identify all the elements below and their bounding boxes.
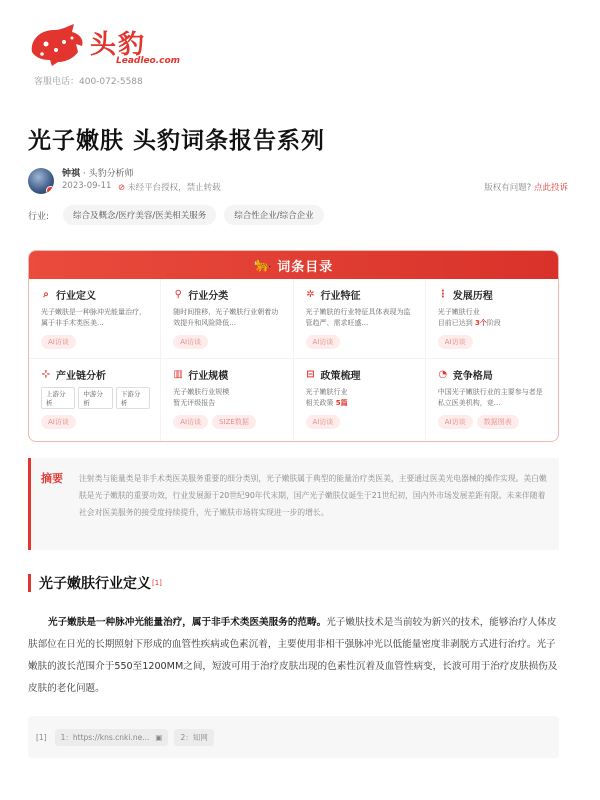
toc-item-desc [438, 307, 548, 329]
author-row [28, 166, 568, 196]
hierarchy-icon: ⚲ [174, 289, 182, 300]
toc-item-label: 产业链分析 [56, 371, 106, 382]
definition-paragraph [28, 612, 560, 700]
toc-item-label: 政策梳理 [320, 371, 361, 382]
abstract-label: 摘要 [41, 472, 63, 485]
toc-item-label: 行业分类 [188, 291, 229, 302]
ai-chip[interactable]: SIZE数据 [212, 415, 256, 429]
chain-icon: ⊹ [41, 369, 51, 380]
industry-tag[interactable]: 综合性企业/综合企业 [224, 205, 323, 225]
bar-chart-icon: ▥ [173, 369, 183, 380]
brand-site: Leadleo.com [116, 56, 181, 66]
toc-item-title [306, 367, 415, 382]
reference-chip[interactable] [174, 729, 213, 746]
industry-row [28, 205, 332, 225]
references-box [28, 716, 559, 758]
sub-chip-group [41, 387, 150, 409]
toc-item-title [173, 367, 282, 382]
chip-group [438, 415, 548, 429]
toc-item[interactable] [29, 279, 161, 359]
leopard-icon: 🐆 [253, 257, 273, 273]
brand-name: 头豹 [90, 30, 147, 60]
definition-text: 光子嫩肤技术是当前较为新兴的技术，能够治疗人体皮肤部位在日光的长期照射下形成的血管性疾病或色素沉着，主要使用非相干强脉冲光以低能量密度非剥脱方式进行治疗。光子嫩肤的波长范围介于550至1200MM之间，短波可用于治疗皮肤出现的色素性沉着及血管性病变，长波可用于治疗皮肤损伤及皮肤的老化问题。 [28, 617, 558, 694]
toc-item-label: 行业特征 [320, 291, 361, 302]
chip-group [173, 415, 282, 429]
author-name-text: 钟祺 [62, 169, 81, 179]
toc-item-label: 发展历程 [452, 291, 493, 302]
chip-group [41, 415, 150, 429]
section-title: 光子嫩肤行业定义 [39, 576, 151, 592]
chip-group [438, 335, 548, 349]
hotline: 客服电话：400-072-5588 [34, 77, 143, 87]
chip-group [41, 335, 150, 349]
policy-icon: ⊟ [306, 369, 315, 380]
industry-tag[interactable]: 综合及概念/医疗美容/医美相关服务 [63, 205, 216, 225]
author-role: · 头豹分析师 [80, 169, 134, 179]
chip-group [306, 415, 415, 429]
copyright-notice [484, 181, 568, 193]
reference-link: 1：https://kns.cnki.ne... [60, 732, 150, 742]
leopard-logo-icon [28, 22, 86, 68]
toc-item-desc: 光子嫩肤是一种脉冲光能量治疗，属于非手术类医美... [41, 308, 146, 327]
avatar-badge [46, 186, 54, 194]
toc-item-title [173, 287, 282, 302]
toc-item-label: 行业规模 [188, 371, 229, 382]
toc-item[interactable] [161, 279, 293, 359]
toc-item-label: 竞争格局 [452, 371, 493, 382]
ai-chip[interactable]: AI访谈 [306, 335, 341, 349]
ban-icon: ⊘ [118, 183, 126, 193]
definition-lead: 光子嫩肤是一种脉冲光能量治疗，属于非手术类医美服务的范畴。 [48, 617, 327, 628]
sub-chip[interactable]: 下游分析 [116, 387, 150, 409]
toc-item-title [41, 367, 150, 382]
toc-desc-highlight: 3个 [474, 319, 487, 327]
timeline-icon: ⋮ [437, 289, 448, 300]
ai-chip[interactable]: AI访谈 [438, 335, 473, 349]
toc-header [29, 251, 558, 279]
sub-chip[interactable]: 上游分析 [41, 387, 75, 409]
ai-chip[interactable]: AI访谈 [173, 415, 208, 429]
reference-source: 2：知网 [180, 732, 208, 742]
section-citation[interactable]: [1] [152, 579, 162, 587]
ai-chip[interactable]: AI访谈 [41, 415, 76, 429]
toc-grid [29, 279, 558, 442]
toc-item[interactable] [426, 359, 558, 442]
toc-item-desc: 光子嫩肤行业规模 暂无评级报告 [173, 388, 230, 407]
reference-number: [1] [36, 732, 47, 742]
toc-item-title [438, 287, 548, 302]
chip-group [173, 335, 282, 349]
toc-item[interactable] [294, 359, 426, 442]
toc-panel [28, 250, 559, 442]
avatar[interactable] [28, 168, 54, 194]
magnifier-icon: ⌕ [43, 289, 49, 300]
gear-icon: ✲ [306, 289, 315, 300]
toc-item-desc: 中国光子嫩肤行业的主要参与者是私立医美机构，竞... [437, 388, 543, 407]
toc-item-desc [306, 387, 415, 409]
industry-label: 行业: [28, 211, 50, 222]
pie-icon: ◔ [438, 369, 448, 380]
section-accent-bar [28, 574, 31, 592]
toc-title: 词条目录 [277, 259, 334, 275]
chip-group [306, 335, 415, 349]
toc-item[interactable] [426, 279, 558, 359]
toc-desc-suffix: 阶段 [486, 319, 501, 327]
page-title: 光子嫩肤 头豹词条报告系列 [28, 128, 326, 154]
ai-chip[interactable]: 数据图表 [477, 415, 519, 429]
image-icon: ▣ [155, 732, 163, 742]
toc-desc-prefix: 光子嫩肤行业 目前已达到 [437, 308, 480, 327]
toc-item-desc: 随时间推移，光子嫩肤行业朝着功效提升和风险降低... [173, 308, 279, 327]
ai-chip[interactable]: AI访谈 [438, 415, 473, 429]
toc-item-title [438, 367, 548, 382]
toc-item-label: 行业定义 [56, 291, 96, 302]
toc-item-title [41, 287, 150, 302]
complaint-link[interactable]: 点此投诉 [533, 183, 568, 193]
publish-date: 2023-09-11 [62, 181, 112, 191]
abstract-box [28, 458, 559, 550]
reference-chip[interactable] [55, 729, 169, 746]
toc-item-desc: 光子嫩肤的行业特征具体表现为监管趋严、需求旺盛... [305, 308, 411, 327]
repost-notice [118, 181, 221, 193]
toc-item[interactable] [161, 359, 293, 442]
toc-desc-highlight: 5篇 [335, 399, 348, 407]
toc-item[interactable] [29, 359, 161, 442]
toc-desc-prefix: 光子嫩肤行业 相关政策 [305, 388, 348, 407]
copyright-prefix: 版权有问题? [484, 183, 532, 193]
brand-header [28, 18, 588, 88]
toc-item-title [306, 287, 415, 302]
abstract-text: 注射类与能量类是非手术类医美服务重要的细分类别，光子嫩肤属于典型的能量治疗类医美，主要通过医美光电器械的操作实现。美白嫩肤是光子嫩肤的重要功效，行业发展源于20世纪90年代末期，国产光子嫩肤仪诞生于21世纪初，国内外市场发展差距有限。未来伴随着社会对医美服务的接受度持续提升，光子嫩肤市场将实现进一步的增长。 [79, 474, 547, 517]
author-name[interactable] [62, 166, 134, 179]
toc-item[interactable] [294, 279, 426, 359]
ai-chip[interactable]: AI访谈 [41, 335, 76, 349]
sub-chip[interactable]: 中游分析 [78, 387, 112, 409]
ai-chip[interactable]: AI访谈 [306, 415, 341, 429]
section-heading [28, 572, 162, 594]
repost-notice-text: 未经平台授权，禁止转载 [127, 183, 221, 193]
ai-chip[interactable]: AI访谈 [173, 335, 208, 349]
